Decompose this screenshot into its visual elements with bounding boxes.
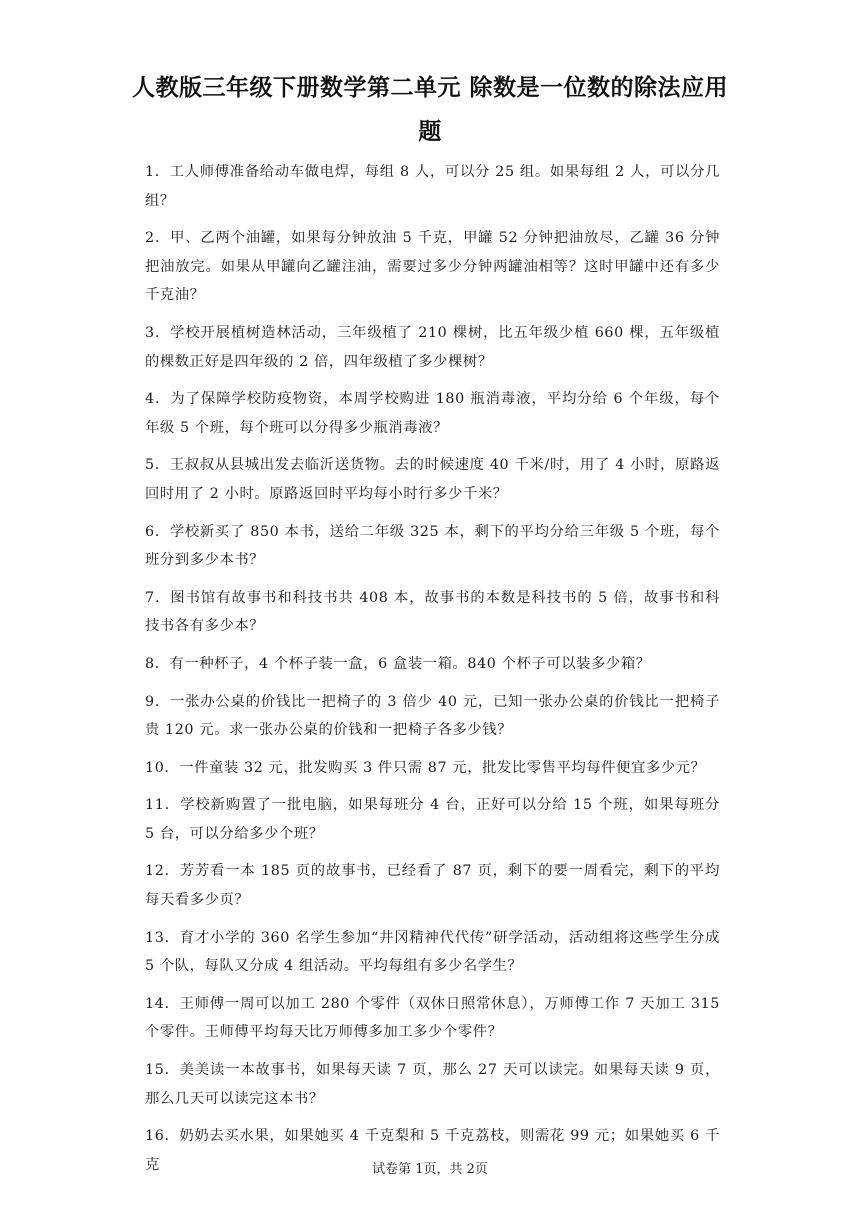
- question-item: 7．图书馆有故事书和科技书共 408 本，故事书的本数是科技书的 5 倍，故事书和科技书各有多少本？: [145, 589, 720, 635]
- title-line-1: 人教版三年级下册数学第二单元 除数是一位数的除法应用: [131, 75, 728, 101]
- title-line-2: 题: [418, 119, 442, 145]
- question-item: 14．王师傅一周可以加工 280 个零件（双休日照常休息），万师傅工作 7 天加工 315 个零件。王师傅平均每天比万师傅多加工多少个零件？: [145, 995, 720, 1041]
- question-item: 1．工人师傅准备给动车做电焊，每组 8 人，可以分 25 组。如果每组 2 人，可以分几组？: [145, 164, 720, 209]
- question-list: [145, 158, 720, 1188]
- question-item: 13．育才小学的 360 名学生参加“井冈精神代代传”研学活动，活动组将这些学生分成 5 个队，每队又分成 4 组活动。平均每组有多少名学生？: [145, 929, 720, 975]
- question-item: 5．王叔叔从县城出发去临沂送货物。去的时候速度 40 千米/时，用了 4 小时，原路返回时用了 2 小时。原路返回时平均每小时行多少千米？: [145, 457, 720, 502]
- question-item: 16．奶奶去买水果，如果她买 4 千克梨和 5 千克荔枝，则需花 99 元；如果她买 6 千克: [145, 1128, 720, 1173]
- page-footer: 试卷第 1页，共 2页: [372, 1162, 488, 1177]
- question-item: 6．学校新买了 850 本书，送给二年级 325 本，剩下的平均分给三年级 5 个班，每个班分到多少本书？: [145, 523, 720, 569]
- question-item: 3．学校开展植树造林活动，三年级植了 210 棵树，比五年级少植 660 棵，五年级植的棵数正好是四年级的 2 倍，四年级植了多少棵树？: [145, 324, 720, 370]
- question-item: 10．一件童装 32 元，批发购买 3 件只需 87 元，批发比零售平均每件便宜多少元？: [145, 759, 706, 776]
- question-item: 8．有一种杯子，4 个杯子装一盒，6 盒装一箱。840 个杯子可以装多少箱？: [145, 655, 651, 672]
- question-item: 15．美美读一本故事书，如果每天读 7 页，那么 27 天可以读完。如果每天读 9 页，那么几天可以读完这本书？: [145, 1062, 720, 1107]
- question-item: 4．为了保障学校防疫物资，本周学校购进 180 瓶消毒液，平均分给 6 个年级，每个年级 5 个班，每个班可以分得多少瓶消毒液？: [145, 391, 720, 436]
- question-item: 12．芳芳看一本 185 页的故事书，已经看了 87 页，剩下的要一周看完，剩下的平均每天看多少页？: [145, 863, 720, 909]
- question-item: 11．学校新购置了一批电脑，如果每班分 4 台，正好可以分给 15 个班，如果每班分 5 台，可以分给多少个班？: [145, 797, 720, 842]
- page-title: [120, 66, 740, 154]
- question-item: 2．甲、乙两个油罐，如果每分钟放油 5 千克，甲罐 52 分钟把油放尽，乙罐 36 分钟把油放完。如果从甲罐向乙罐注油，需要过多少分钟两罐油相等？这时甲罐中还有多少千克油？: [145, 230, 720, 304]
- question-item: 9．一张办公桌的价钱比一把椅子的 3 倍少 40 元，已知一张办公桌的价钱比一把椅子贵 120 元。求一张办公桌的价钱和一把椅子各多少钱？: [145, 693, 720, 739]
